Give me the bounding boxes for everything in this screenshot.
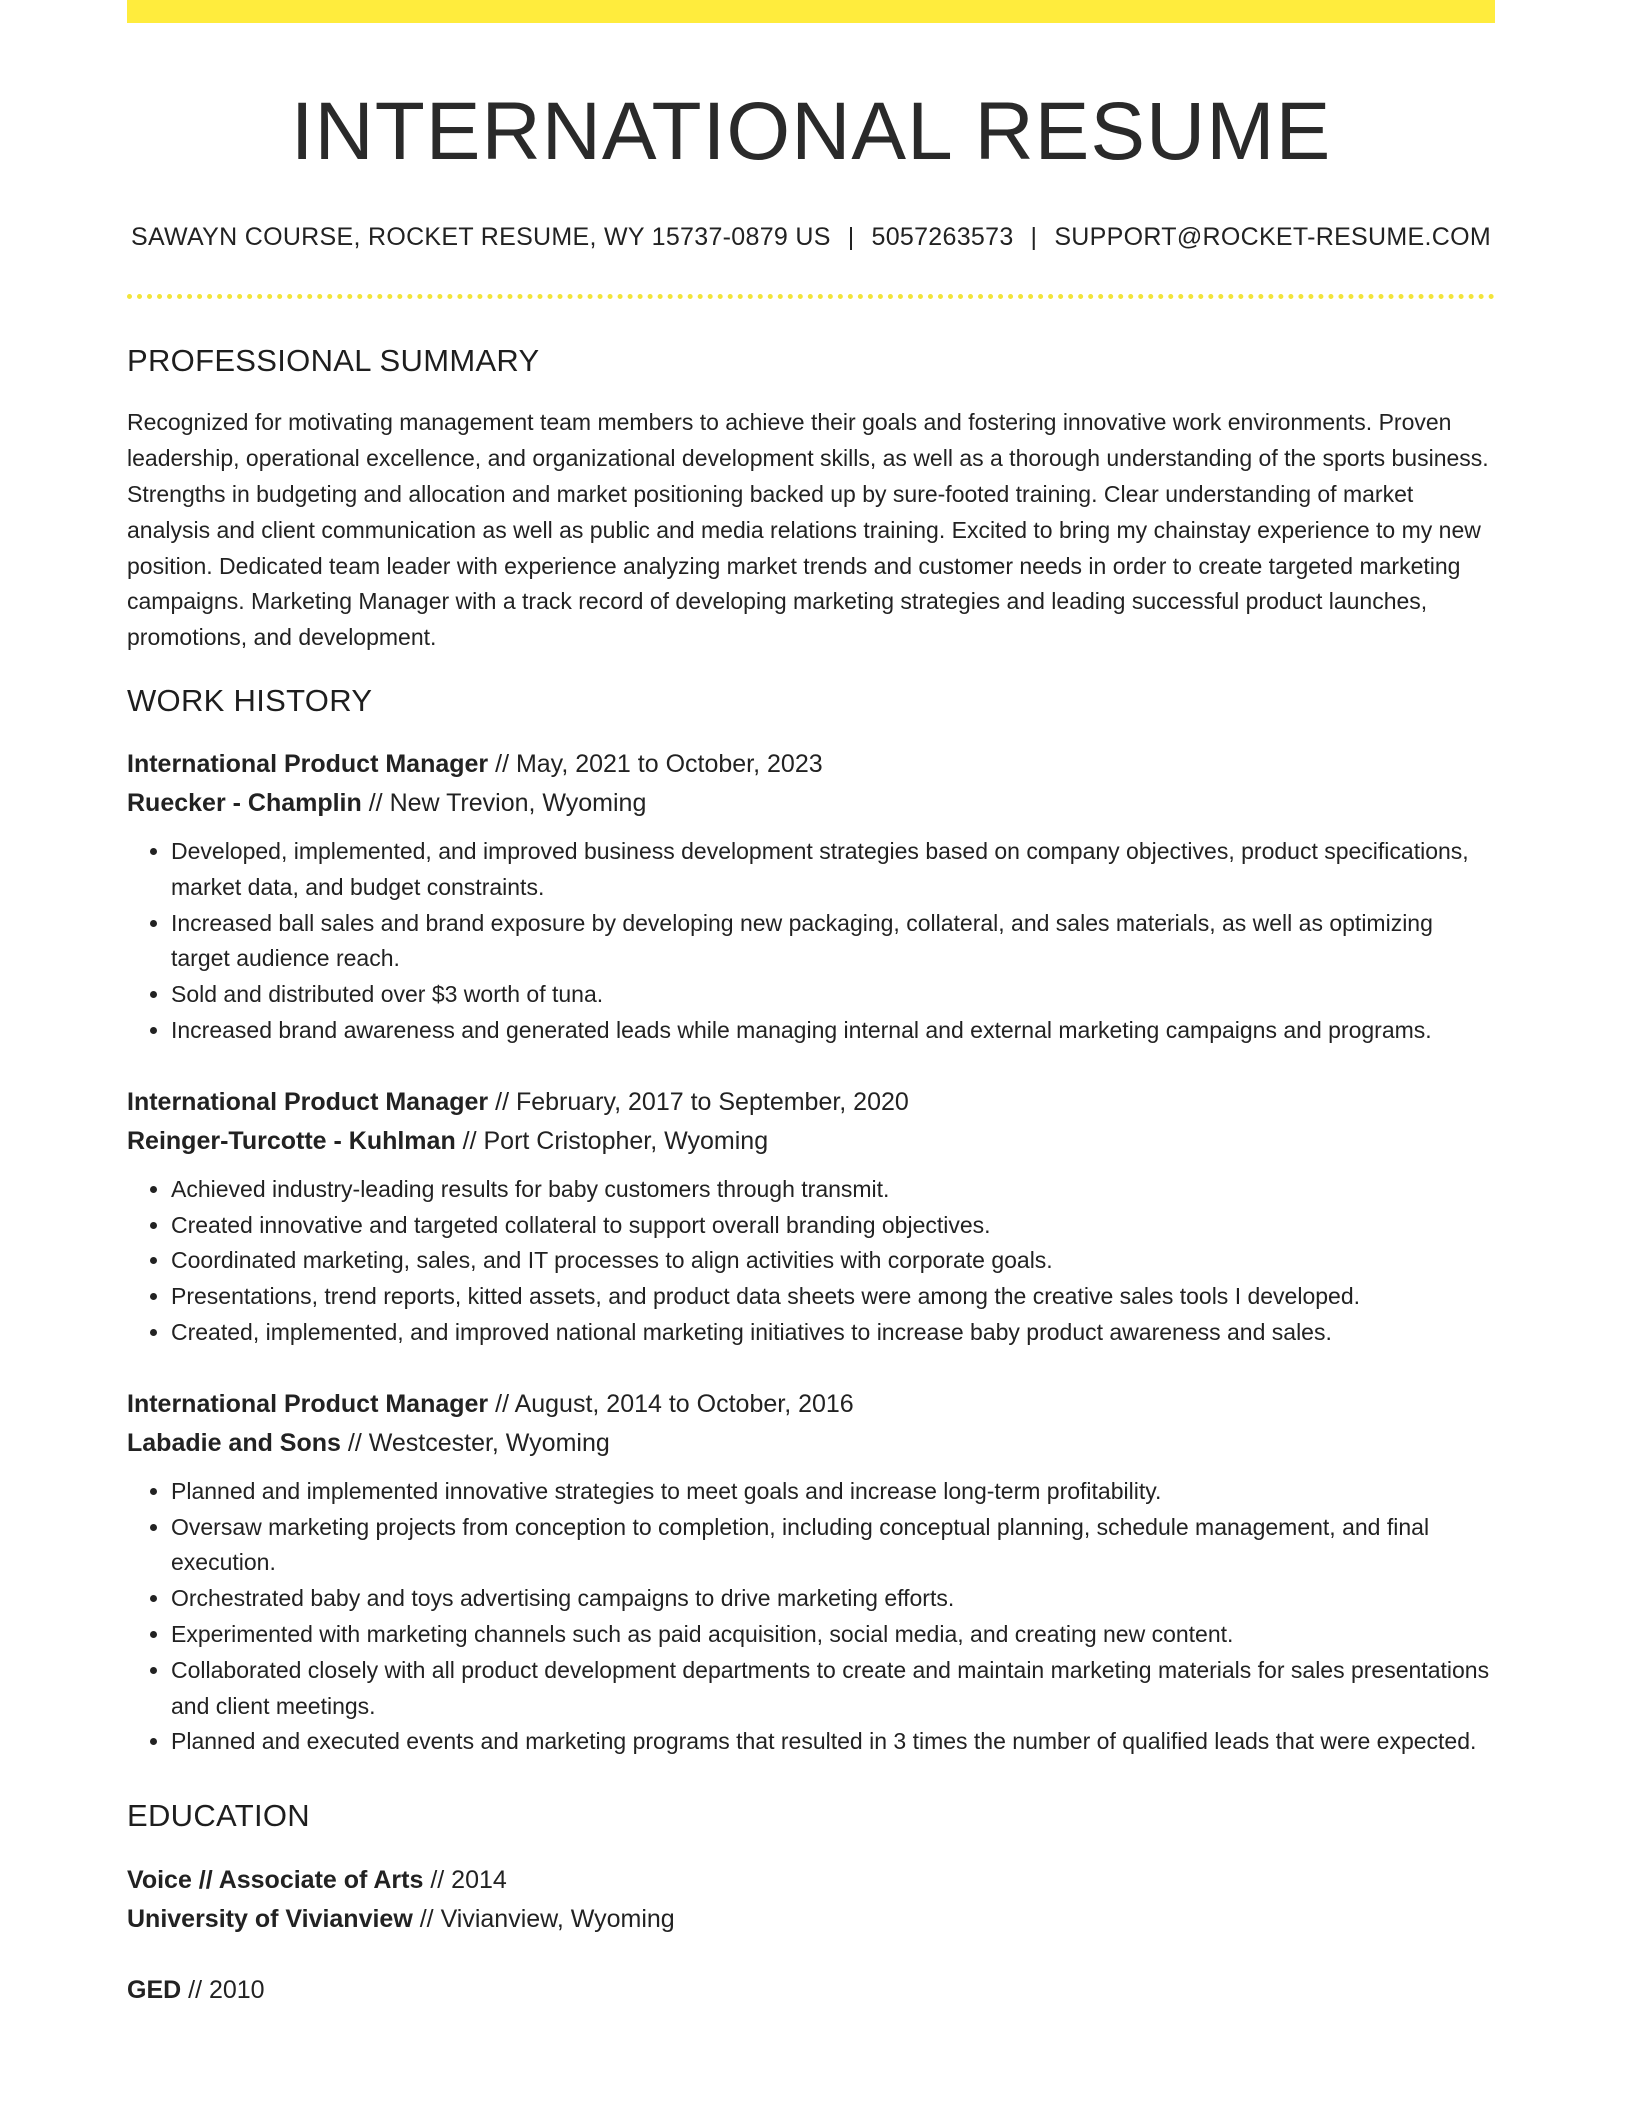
job-dates: // August, 2014 to October, 2016 — [488, 1389, 854, 1418]
contact-email: SUPPORT@ROCKET-RESUME.COM — [1054, 223, 1491, 252]
job-entry — [127, 745, 1495, 1049]
job-company: Ruecker - Champlin — [127, 788, 362, 817]
education-entry — [127, 1861, 1495, 1939]
job-location: // Port Cristopher, Wyoming — [455, 1126, 769, 1155]
job-bullet: • Created innovative and targeted collateral to support overall branding objectives. — [171, 1208, 1495, 1244]
contact-separator: | — [847, 223, 855, 252]
job-bullet: • Presentations, trend reports, kitted assets, and product data sheets were among the creative sales tools I developed. — [171, 1279, 1495, 1315]
contact-line — [127, 223, 1495, 252]
job-bullet: • Experimented with marketing channels such as paid acquisition, social media, and creating new content. — [171, 1617, 1495, 1653]
job-entry — [127, 1385, 1495, 1760]
summary-heading: PROFESSIONAL SUMMARY — [127, 343, 540, 379]
job-entry — [127, 1083, 1495, 1351]
job-bullet: • Coordinated marketing, sales, and IT processes to align activities with corporate goals. — [171, 1243, 1495, 1279]
job-title: International Product Manager — [127, 1389, 489, 1418]
education-heading: EDUCATION — [127, 1798, 310, 1834]
education-degree: Voice // Associate of Arts — [127, 1866, 424, 1895]
job-bullet: • Increased brand awareness and generated leads while managing internal and external marketing campaigns and programs. — [171, 1013, 1495, 1049]
job-bullets — [127, 834, 1495, 1049]
job-bullet: • Created, implemented, and improved national marketing initiatives to increase baby product awareness and sales. — [171, 1315, 1495, 1351]
job-bullets — [127, 1474, 1495, 1760]
education-entry — [127, 1971, 1495, 2010]
job-bullet: • Planned and executed events and marketing programs that resulted in 3 times the number of qualified leads that were expected. — [171, 1724, 1495, 1760]
job-bullets — [127, 1172, 1495, 1351]
top-accent-bar — [127, 0, 1495, 23]
job-bullet: • Planned and implemented innovative strategies to meet goals and increase long-term profitability. — [171, 1474, 1495, 1510]
job-dates: // May, 2021 to October, 2023 — [488, 749, 823, 778]
job-location: // New Trevion, Wyoming — [361, 788, 647, 817]
job-company-line — [127, 1122, 1495, 1161]
job-title-line — [127, 745, 1495, 784]
job-bullet: • Developed, implemented, and improved business development strategies based on company objectives, product specifications, market data, and budget constraints. — [171, 834, 1495, 906]
job-title: International Product Manager — [127, 749, 489, 778]
education-degree-line — [127, 1861, 1495, 1900]
job-dates: // February, 2017 to September, 2020 — [488, 1087, 909, 1116]
job-bullet: • Orchestrated baby and toys advertising campaigns to drive marketing efforts. — [171, 1581, 1495, 1617]
resume-title: INTERNATIONAL RESUME — [290, 86, 1332, 177]
education-degree-line — [127, 1971, 1495, 2010]
education-year: // 2010 — [181, 1976, 265, 2005]
education-degree: GED — [127, 1976, 182, 2005]
education-location: // Vivianview, Wyoming — [412, 1905, 675, 1934]
dotted-divider — [127, 294, 1495, 299]
job-bullet: • Collaborated closely with all product development departments to create and maintain marketing materials for sales presentations and client meetings. — [171, 1653, 1495, 1725]
education-school-line — [127, 1900, 1495, 1939]
education-year: // 2014 — [423, 1866, 507, 1895]
work-history-heading: WORK HISTORY — [127, 682, 373, 718]
job-bullet: • Achieved industry-leading results for baby customers through transmit. — [171, 1172, 1495, 1208]
summary-text: Recognized for motivating management team members to achieve their goals and fostering innovative work environments. Proven leadership, operational excellence, and organizational development skills, as well as a thorough understanding of the sports business. Strengths in budgeting and allocation and market positioning backed up by sure-footed training. Clear understanding of market analysis and client communication as well as public and media relations training. Excited to bring my chainstay experience to my new position. Dedicated team leader with experience analyzing market trends and customer needs in order to create targeted marketing campaigns. Marketing Manager with a track record of developing marketing strategies and leading successful product launches, promotions, and development. — [127, 409, 1489, 651]
job-company: Reinger-Turcotte - Kuhlman — [127, 1126, 456, 1155]
resume-page — [127, 0, 1495, 2010]
job-company-line — [127, 784, 1495, 823]
job-company: Labadie and Sons — [127, 1428, 341, 1457]
job-title-line — [127, 1083, 1495, 1122]
contact-separator: | — [1030, 223, 1038, 252]
job-location: // Westcester, Wyoming — [340, 1428, 610, 1457]
job-title: International Product Manager — [127, 1087, 489, 1116]
job-bullet: • Sold and distributed over $3 worth of tuna. — [171, 977, 1495, 1013]
contact-phone: 5057263573 — [871, 223, 1014, 252]
job-title-line — [127, 1385, 1495, 1424]
job-bullet: • Increased ball sales and brand exposure by developing new packaging, collateral, and sales materials, as well as optimizing target audience reach. — [171, 906, 1495, 978]
education-school: University of Vivianview — [127, 1905, 413, 1934]
job-bullet: • Oversaw marketing projects from conception to completion, including conceptual planning, schedule management, and final execution. — [171, 1510, 1495, 1582]
contact-address: SAWAYN COURSE, ROCKET RESUME, WY 15737-0879 US — [131, 223, 831, 252]
job-company-line — [127, 1424, 1495, 1463]
